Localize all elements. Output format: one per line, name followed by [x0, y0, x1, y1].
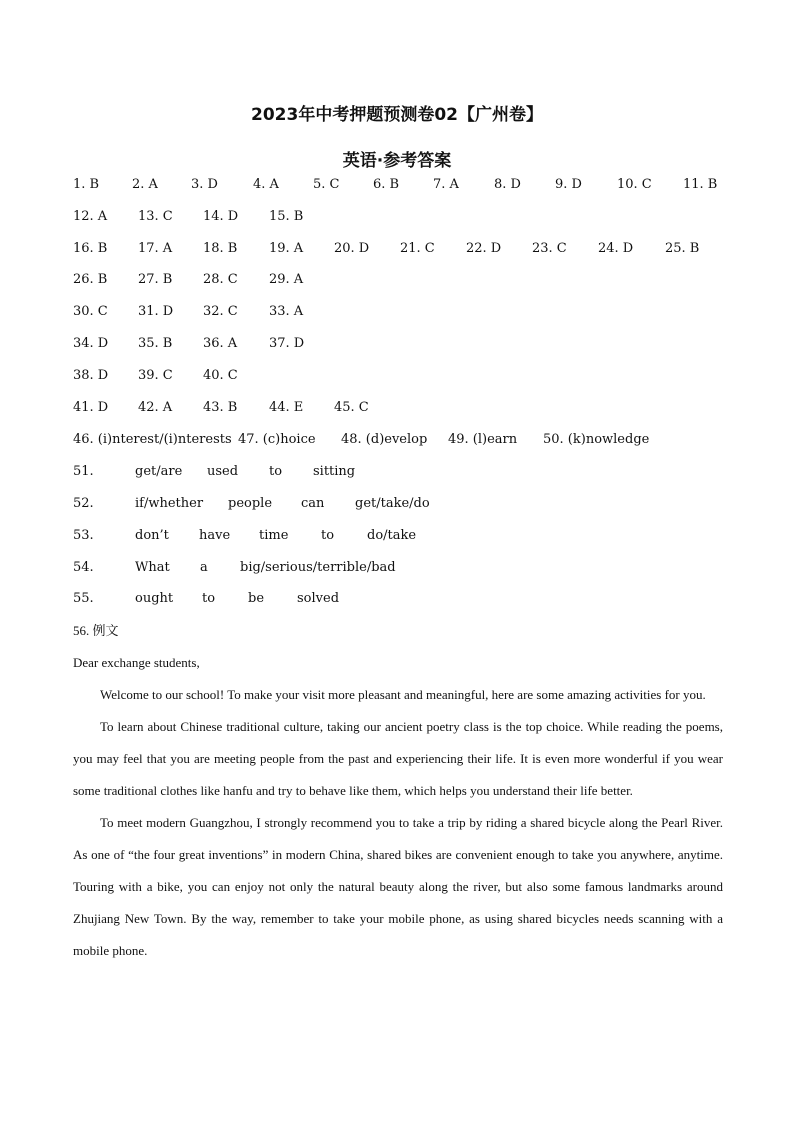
fill-in-word: ought	[135, 591, 174, 606]
answer-item: 34. D	[73, 336, 109, 351]
answer-item: 41. D	[73, 400, 109, 415]
answer-item: 49. (l)earn	[448, 432, 518, 447]
answer-item: 2. A	[132, 177, 158, 192]
essay-paragraph: To learn about Chinese traditional culture, taking our ancient poetry class is the top choice. While reading the poems, you may feel that you are meeting people from the past and experiencing their life. It is even more wonderful if you wear some traditional clothes like hanfu and try to behave like them, which helps you understand their life better.	[73, 719, 723, 798]
answer-item: 32. C	[203, 304, 238, 319]
answer-item: 40. C	[203, 368, 238, 383]
fill-in-number: 51.	[73, 464, 94, 479]
answer-item: 3. D	[191, 177, 218, 192]
fill-in-word: get/are	[135, 464, 183, 479]
answer-item: 39. C	[138, 368, 173, 383]
fill-in-word: solved	[297, 591, 340, 606]
answer-item: 30. C	[73, 304, 108, 319]
essay-greeting: Dear exchange students,	[73, 655, 200, 670]
fill-in-number: 54.	[73, 560, 94, 575]
fill-in-number: 53.	[73, 528, 94, 543]
fill-in-word: to	[269, 464, 283, 479]
essay-paragraph: To meet modern Guangzhou, I strongly recommend you to take a trip by riding a shared bicycle along the Pearl River. As one of “the four great inventions” in modern China, shared bikes are convenient enough to take you anywhere, anytime. Touring with a bike, you can enjoy not only the natural beauty along the river, but also some famous landmarks around Zhujiang New Town. By the way, remember to take your mobile phone, as using shared bicycles needs scanning with a mobile phone.	[73, 815, 723, 958]
answer-item: 36. A	[203, 336, 238, 351]
answer-item: 17. A	[138, 241, 173, 256]
answer-item: 8. D	[494, 177, 521, 192]
answer-item: 33. A	[269, 304, 304, 319]
answer-item: 27. B	[138, 272, 173, 287]
fill-in-word: if/whether	[135, 496, 204, 511]
fill-in-word: What	[135, 560, 170, 575]
answer-item: 24. D	[598, 241, 634, 256]
answer-item: 37. D	[269, 336, 305, 351]
fill-in-word: can	[301, 496, 325, 511]
answer-item: 47. (c)hoice	[238, 432, 316, 447]
fill-in-word: to	[202, 591, 216, 606]
answer-item: 19. A	[269, 241, 304, 256]
answer-item: 31. D	[138, 304, 174, 319]
answer-item: 4. A	[253, 177, 279, 192]
answer-item: 9. D	[555, 177, 582, 192]
fill-in-number: 52.	[73, 496, 94, 511]
fill-in-word: get/take/do	[355, 496, 430, 511]
fill-in-word: do/take	[367, 528, 417, 543]
answer-item: 10. C	[617, 177, 652, 192]
page-title: 2023年中考押题预测卷02【广州卷】	[251, 105, 543, 125]
answer-item: 26. B	[73, 272, 108, 287]
fill-in-word: time	[259, 528, 289, 543]
essay-label: 56. 例文	[73, 623, 119, 638]
answer-item: 22. D	[466, 241, 502, 256]
answer-item: 28. C	[203, 272, 238, 287]
fill-in-word: a	[200, 560, 208, 575]
answer-item: 13. C	[138, 209, 173, 224]
answer-item: 25. B	[665, 241, 700, 256]
answer-item: 6. B	[373, 177, 400, 192]
fill-in-word: big/serious/terrible/bad	[240, 560, 396, 575]
fill-in-word: used	[207, 464, 239, 479]
fill-in-word: to	[321, 528, 335, 543]
fill-in-word: don’t	[135, 528, 169, 543]
answer-item: 29. A	[269, 272, 304, 287]
answer-item: 14. D	[203, 209, 239, 224]
answer-item: 7. A	[433, 177, 459, 192]
answer-item: 15. B	[269, 209, 304, 224]
answer-item: 16. B	[73, 241, 108, 256]
answer-item: 50. (k)nowledge	[543, 432, 650, 447]
answer-item: 48. (d)evelop	[341, 432, 428, 447]
essay-section	[73, 615, 723, 967]
answer-item: 20. D	[334, 241, 370, 256]
answer-item: 5. C	[313, 177, 340, 192]
answer-item: 11. B	[683, 177, 718, 192]
answer-item: 21. C	[400, 241, 435, 256]
answer-item: 12. A	[73, 209, 108, 224]
answer-item: 46. (i)nterest/(i)nterests	[73, 432, 232, 447]
fill-in-word: people	[228, 496, 273, 511]
answer-item: 45. C	[334, 400, 369, 415]
fill-in-word: have	[199, 528, 231, 543]
answer-item: 44. E	[269, 400, 304, 415]
page-subtitle: 英语·参考答案	[342, 151, 452, 171]
fill-in-word: be	[248, 591, 265, 606]
fill-in-number: 55.	[73, 591, 94, 606]
answer-item: 43. B	[203, 400, 238, 415]
answer-item: 38. D	[73, 368, 109, 383]
fill-in-word: sitting	[313, 464, 356, 479]
answer-item: 18. B	[203, 241, 238, 256]
answer-item: 42. A	[138, 400, 173, 415]
answer-item: 1. B	[73, 177, 100, 192]
answer-item: 23. C	[532, 241, 567, 256]
answer-item: 35. B	[138, 336, 173, 351]
essay-paragraph: Welcome to our school! To make your visit more pleasant and meaningful, here are some amazing activities for you.	[100, 687, 706, 702]
